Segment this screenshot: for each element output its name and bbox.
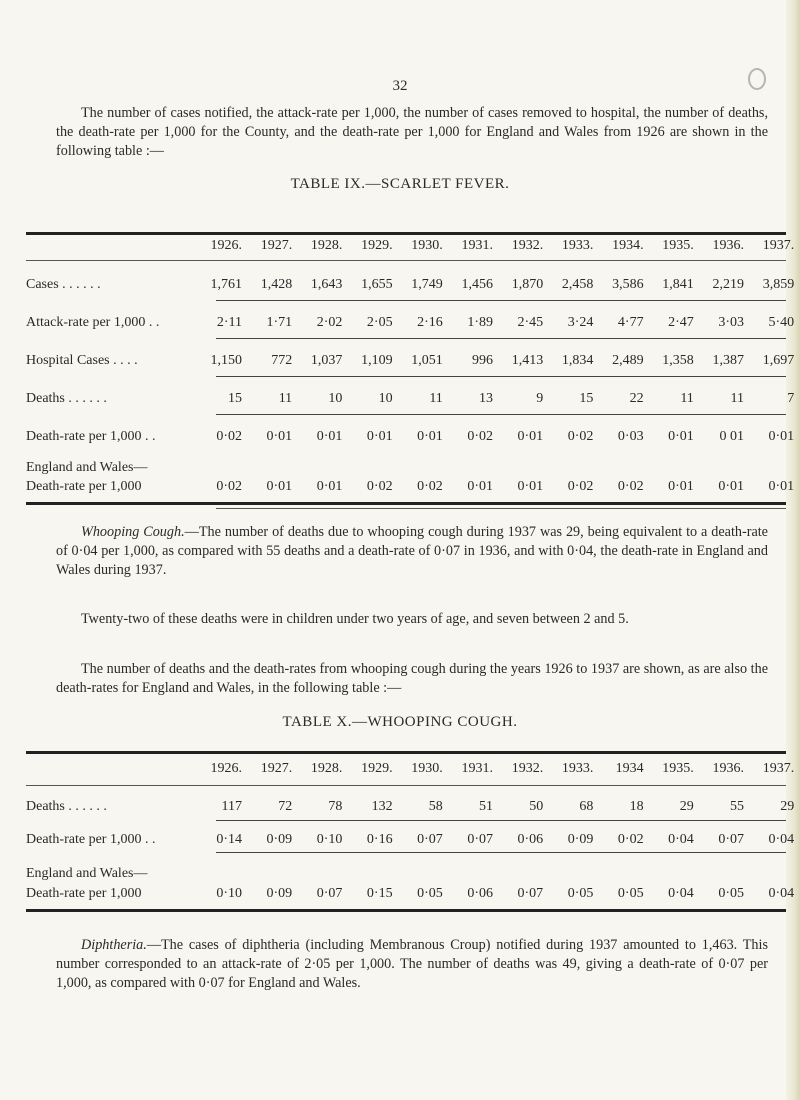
column-header: 1933. <box>561 761 594 776</box>
table-cell: 78 <box>328 799 343 814</box>
table-rule <box>26 502 786 505</box>
table-cell: 51 <box>479 799 493 814</box>
table-cell: 29 <box>780 799 795 814</box>
table-cell: 0·14 <box>216 832 242 847</box>
table-cell: 0·07 <box>517 886 544 901</box>
row-label: Death-rate per 1,000 . . <box>26 429 156 444</box>
table-cell: 11 <box>429 391 443 406</box>
table-cell: 18 <box>629 799 644 814</box>
table-cell: 0·09 <box>266 832 293 847</box>
table-cell: 1,456 <box>461 277 493 292</box>
table-cell: 50 <box>529 799 544 814</box>
table-cell: 0·02 <box>467 429 493 444</box>
column-header: 1930. <box>411 238 443 253</box>
table-cell: 0·01 <box>517 429 544 444</box>
paragraph-text: —The number of deaths due to whooping cough during 1937 was 29, being equivalent to a death-rate of 0·04 per 1,000, as compared with 55 deaths and a death-rate of 0·07 in 1936, and with 0·04, the death-rate in England and Wales during 1937. <box>56 524 768 578</box>
table-x-title: TABLE X.—WHOOPING COUGH. <box>282 714 518 730</box>
table-cell: 0·01 <box>768 429 795 444</box>
page-edge <box>786 0 800 1100</box>
table-cell: 15 <box>579 391 594 406</box>
table-cell: 5·40 <box>768 315 795 330</box>
table-cell: 1,150 <box>210 353 242 368</box>
column-header: 1929. <box>361 238 393 253</box>
table-cell: 0·07 <box>316 886 343 901</box>
table-cell: 1,109 <box>361 353 393 368</box>
table-cell: 0·04 <box>668 832 694 847</box>
row-label: Death-rate per 1,000 <box>26 479 142 494</box>
table-rule <box>26 232 786 235</box>
table-cell: 0·02 <box>417 479 443 494</box>
table-cell: 29 <box>679 799 694 814</box>
table-rule <box>216 300 786 301</box>
table-ix-title: TABLE IX.—SCARLET FEVER. <box>290 176 510 192</box>
row-label: Hospital Cases . . . . <box>26 353 138 368</box>
column-header: 1933. <box>561 238 594 253</box>
table-cell: 2,219 <box>712 277 744 292</box>
table-cell: 10 <box>328 391 343 406</box>
table-cell: 0·02 <box>216 429 242 444</box>
table-cell: 0·01 <box>668 429 694 444</box>
row-label: Attack-rate per 1,000 . . <box>26 315 160 330</box>
table-cell: 0 01 <box>719 429 744 444</box>
table-cell: 11 <box>730 391 744 406</box>
table-cell: 2,489 <box>612 353 644 368</box>
table-cell: 2,458 <box>561 277 594 292</box>
table-cell: 2·47 <box>668 315 694 330</box>
table-rule <box>216 414 786 415</box>
table-cell: 15 <box>228 391 242 406</box>
table-row <box>26 886 795 904</box>
table-cell: 0·07 <box>467 832 493 847</box>
table-cell: 68 <box>579 799 594 814</box>
table-rule <box>26 909 786 912</box>
table-cell: 1,358 <box>662 353 694 368</box>
column-header: 1926. <box>210 761 242 776</box>
table-cell: 0·06 <box>467 886 493 901</box>
table-cell: 0·01 <box>266 479 293 494</box>
table-cell: 0·01 <box>517 479 544 494</box>
column-header: 1936. <box>712 761 744 776</box>
table-rule <box>26 785 786 786</box>
table-cell: 1,834 <box>561 353 594 368</box>
table-cell: 0·06 <box>517 832 544 847</box>
table-cell: 0·07 <box>417 832 443 847</box>
table-cell: 0·15 <box>366 886 393 901</box>
table-cell: 0·01 <box>718 479 744 494</box>
table-cell: 55 <box>730 799 744 814</box>
table-cell: 7 <box>787 391 795 406</box>
table-rule <box>26 260 786 261</box>
table-cell: 0·01 <box>467 479 493 494</box>
table-cell: 1,697 <box>762 353 795 368</box>
table-cell: 0·05 <box>718 886 744 901</box>
table-cell: 0·04 <box>768 886 795 901</box>
table-cell: 2·45 <box>517 315 544 330</box>
table-cell: 1,761 <box>210 277 242 292</box>
table-cell: 0·09 <box>266 886 293 901</box>
column-header: 1935. <box>662 761 694 776</box>
column-header: 1934. <box>612 238 644 253</box>
table-cell: 2·02 <box>316 315 343 330</box>
column-header: 1934 <box>615 761 644 776</box>
table-row <box>26 799 795 817</box>
table-cell: 9 <box>536 391 544 406</box>
table-cell: 0·01 <box>768 479 795 494</box>
table-cell: 0·02 <box>216 479 242 494</box>
table-cell: 0·05 <box>417 886 443 901</box>
column-header: 1936. <box>712 238 744 253</box>
table-cell: 72 <box>278 799 293 814</box>
table-row <box>26 391 795 409</box>
table-header-row <box>26 761 795 779</box>
row-label: England and Wales— <box>26 866 148 881</box>
table-row <box>26 832 795 850</box>
table-row <box>26 353 795 371</box>
column-header: 1937. <box>762 761 795 776</box>
table-row-label <box>26 460 786 478</box>
table-cell: 0·01 <box>366 429 393 444</box>
table-cell: 11 <box>278 391 293 406</box>
table-cell: 22 <box>629 391 644 406</box>
column-header: 1928. <box>310 761 343 776</box>
row-label: Deaths . . . . . . <box>26 391 107 406</box>
table-cell: 1,428 <box>260 277 293 292</box>
column-header: 1927. <box>260 238 293 253</box>
page-number: 32 <box>392 78 408 94</box>
table-cell: 1,037 <box>310 353 343 368</box>
table-cell: 0·02 <box>617 479 644 494</box>
table-cell: 2·11 <box>216 315 242 330</box>
table-cell: 0·02 <box>617 832 644 847</box>
table-cell: 3,586 <box>612 277 644 292</box>
table-row-label <box>26 866 786 884</box>
table-cell: 0·01 <box>417 429 443 444</box>
table-cell: 4·77 <box>617 315 644 330</box>
table-cell: 13 <box>479 391 493 406</box>
table-cell: 0·09 <box>567 832 594 847</box>
table-cell: 0·10 <box>316 832 343 847</box>
table-cell: 2·16 <box>417 315 443 330</box>
table-cell: 1,413 <box>511 353 544 368</box>
table-cell: 772 <box>271 353 293 368</box>
row-label: Cases . . . . . . <box>26 277 101 292</box>
table-cell: 1·71 <box>266 315 293 330</box>
column-header: 1928. <box>310 238 343 253</box>
table-cell: 0·03 <box>617 429 644 444</box>
column-header: 1935. <box>662 238 694 253</box>
table-rule <box>216 376 786 377</box>
table-cell: 996 <box>472 353 493 368</box>
table-cell: 58 <box>428 799 443 814</box>
column-header: 1930. <box>411 761 443 776</box>
table-cell: 0·01 <box>316 429 343 444</box>
table-rule <box>216 820 786 821</box>
table-cell: 132 <box>371 799 393 814</box>
table-header-row <box>26 238 795 256</box>
table-cell: 0·04 <box>768 832 795 847</box>
table-row <box>26 479 795 497</box>
table-cell: 11 <box>680 391 694 406</box>
table-rule <box>216 508 786 509</box>
table-cell: 3·03 <box>718 315 744 330</box>
table-row <box>26 429 795 447</box>
table-cell: 0·04 <box>668 886 694 901</box>
table-cell: 0·01 <box>668 479 694 494</box>
paragraph-text: —The cases of diphtheria (including Membranous Croup) notified during 1937 amounted to 1,463. This number corresponded to an attack-rate of 2·05 per 1,000. The number of deaths was 49, giving a death-rate of 0·07 per 1,000, as compared with 0·07 for England and Wales. <box>56 937 768 991</box>
column-header: 1926. <box>210 238 242 253</box>
column-header: 1927. <box>260 761 293 776</box>
table-cell: 1,749 <box>411 277 443 292</box>
table-cell: 0·16 <box>366 832 393 847</box>
table-cell: 1,655 <box>361 277 393 292</box>
row-label: Death-rate per 1,000 . . <box>26 832 156 847</box>
column-header: 1937. <box>762 238 795 253</box>
table-cell: 3,859 <box>762 277 795 292</box>
intro-paragraph: The number of cases notified, the attack-rate per 1,000, the number of cases removed to hospital, the number of deaths, the death-rate per 1,000 for the County, and the death-rate per 1,000 for England and Wales from 1926 are shown in the following table :— <box>56 105 768 159</box>
table-cell: 0·01 <box>316 479 343 494</box>
table-cell: 1,841 <box>662 277 694 292</box>
table-cell: 0·05 <box>617 886 644 901</box>
table-rule <box>216 338 786 339</box>
column-header: 1932. <box>511 761 544 776</box>
table-cell: 1,643 <box>310 277 343 292</box>
diphtheria-paragraph <box>56 936 768 993</box>
row-label: Deaths . . . . . . <box>26 799 107 814</box>
whooping-paragraph <box>56 523 768 580</box>
table-cell: 0·01 <box>266 429 293 444</box>
section-heading: Diphtheria. <box>81 937 147 953</box>
table-cell: 3·24 <box>567 315 594 330</box>
table-cell: 2·05 <box>366 315 393 330</box>
table-cell: 0·10 <box>216 886 242 901</box>
table-cell: 1,387 <box>712 353 744 368</box>
whooping-paragraph-3: The number of deaths and the death-rates from whooping cough during the years 1926 to 1937 are shown, as are also the death-rates for England and Wales, in the following table :— <box>56 661 768 696</box>
whooping-paragraph-2: Twenty-two of these deaths were in children under two years of age, and seven between 2 and 5. <box>81 611 629 627</box>
table-cell: 1,051 <box>411 353 443 368</box>
table-cell: 0·02 <box>567 479 594 494</box>
section-heading: Whooping Cough. <box>81 524 185 540</box>
table-rule <box>26 751 786 754</box>
column-header: 1929. <box>361 761 393 776</box>
row-label: England and Wales— <box>26 460 148 475</box>
table-cell: 0·07 <box>718 832 744 847</box>
table-row <box>26 315 795 333</box>
table-cell: 0·05 <box>567 886 594 901</box>
column-header: 1931. <box>461 761 493 776</box>
row-label: Death-rate per 1,000 <box>26 886 142 901</box>
table-cell: 1,870 <box>511 277 544 292</box>
table-cell: 0·02 <box>366 479 393 494</box>
table-rule <box>216 852 786 853</box>
column-header: 1932. <box>511 238 544 253</box>
table-cell: 1·89 <box>467 315 493 330</box>
table-row <box>26 277 795 295</box>
table-cell: 10 <box>378 391 393 406</box>
table-cell: 117 <box>221 799 242 814</box>
table-cell: 0·02 <box>567 429 594 444</box>
column-header: 1931. <box>461 238 493 253</box>
